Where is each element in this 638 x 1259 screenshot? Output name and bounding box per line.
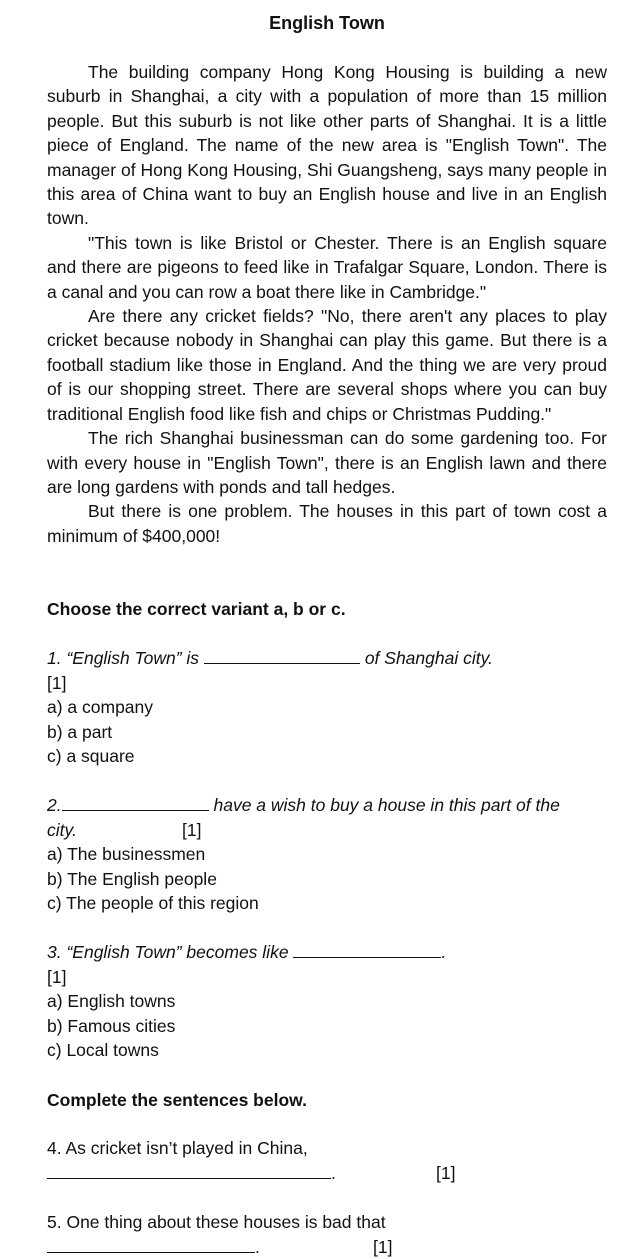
question-continuation: city. [47,820,77,840]
question-mark: [1] [182,818,201,843]
question-prefix: 2. [47,795,62,815]
question-stem [47,940,607,965]
question-3 [47,940,607,1063]
page-title: English Town [47,12,607,34]
answer-option[interactable]: a) The businessmen [47,842,607,867]
passage-paragraph: But there is one problem. The houses in this part of town cost a minimum of $400,000! [47,499,607,548]
answer-option[interactable]: a) a company [47,695,607,720]
question-mark: [1] [373,1235,392,1259]
question-stem [47,793,607,818]
answer-option[interactable]: c) Local towns [47,1038,607,1063]
answer-option[interactable]: b) a part [47,720,607,745]
answer-option[interactable]: c) The people of this region [47,891,607,916]
answer-blank[interactable] [47,1235,255,1253]
question-mark: [1] [47,965,607,990]
answer-end-punct: . [255,1237,260,1257]
question-1 [47,646,607,769]
section-instruction-complete: Complete the sentences below. [47,1088,307,1112]
question-suffix: have a wish to buy a house in this part of the [213,795,559,815]
passage-paragraph: "This town is like Bristol or Chester. There is an English square and there are pigeons to feed like in Trafalgar Square, London. There is a canal and you can row a boat there like in Cambridge." [47,231,607,304]
answer-blank[interactable] [47,1161,331,1179]
answer-option[interactable]: b) Famous cities [47,1014,607,1039]
question-stem [47,646,607,671]
passage-paragraph: The building company Hong Kong Housing is building a new suburb in Shanghai, a city with a population of more than 15 million people. But this suburb is not like other parts of Shanghai. It is a little piece of England. The name of the new area is "English Town". The manager of Hong Kong Housing, Shi Guangsheng, says many people in this area of China want to buy an English house and live in an English town. [47,60,607,231]
passage-paragraph: The rich Shanghai businessman can do some gardening too. For with every house in "English Town", there is an English lawn and there are long gardens with ponds and tall hedges. [47,426,607,499]
passage-paragraph: Are there any cricket fields? "No, there aren't any places to play cricket because nobody in Shanghai can play this game. But there is a football stadium like those in England. And the thing we are very proud of is our shopping street. There are several shops where you can buy traditional English food like fish and chips or Christmas Pudding." [47,304,607,426]
answer-option[interactable]: a) English towns [47,989,607,1014]
answer-end-punct: . [331,1163,336,1183]
answer-line [47,1161,607,1186]
answer-line [47,1235,607,1259]
answer-blank[interactable] [204,646,360,664]
answer-option[interactable]: b) The English people [47,867,607,892]
question-prompt: 5. One thing about these houses is bad that [47,1210,607,1235]
question-4 [47,1136,607,1185]
reading-passage [47,60,607,548]
question-prefix: 3. “English Town” becomes like [47,942,289,962]
answer-blank[interactable] [293,940,441,958]
question-mark: [1] [47,671,607,696]
question-5 [47,1210,607,1259]
answer-blank[interactable] [62,793,209,811]
answer-option[interactable]: c) a square [47,744,607,769]
question-prompt: 4. As cricket isn’t played in China, [47,1136,607,1161]
question-suffix: . [441,942,446,962]
question-mark: [1] [436,1161,455,1186]
question-prefix: 1. “English Town” is [47,648,199,668]
section-instruction-choose: Choose the correct variant a, b or c. [47,597,346,621]
question-2 [47,793,607,916]
question-stem-continuation [47,818,607,843]
question-suffix: of Shanghai city. [365,648,493,668]
